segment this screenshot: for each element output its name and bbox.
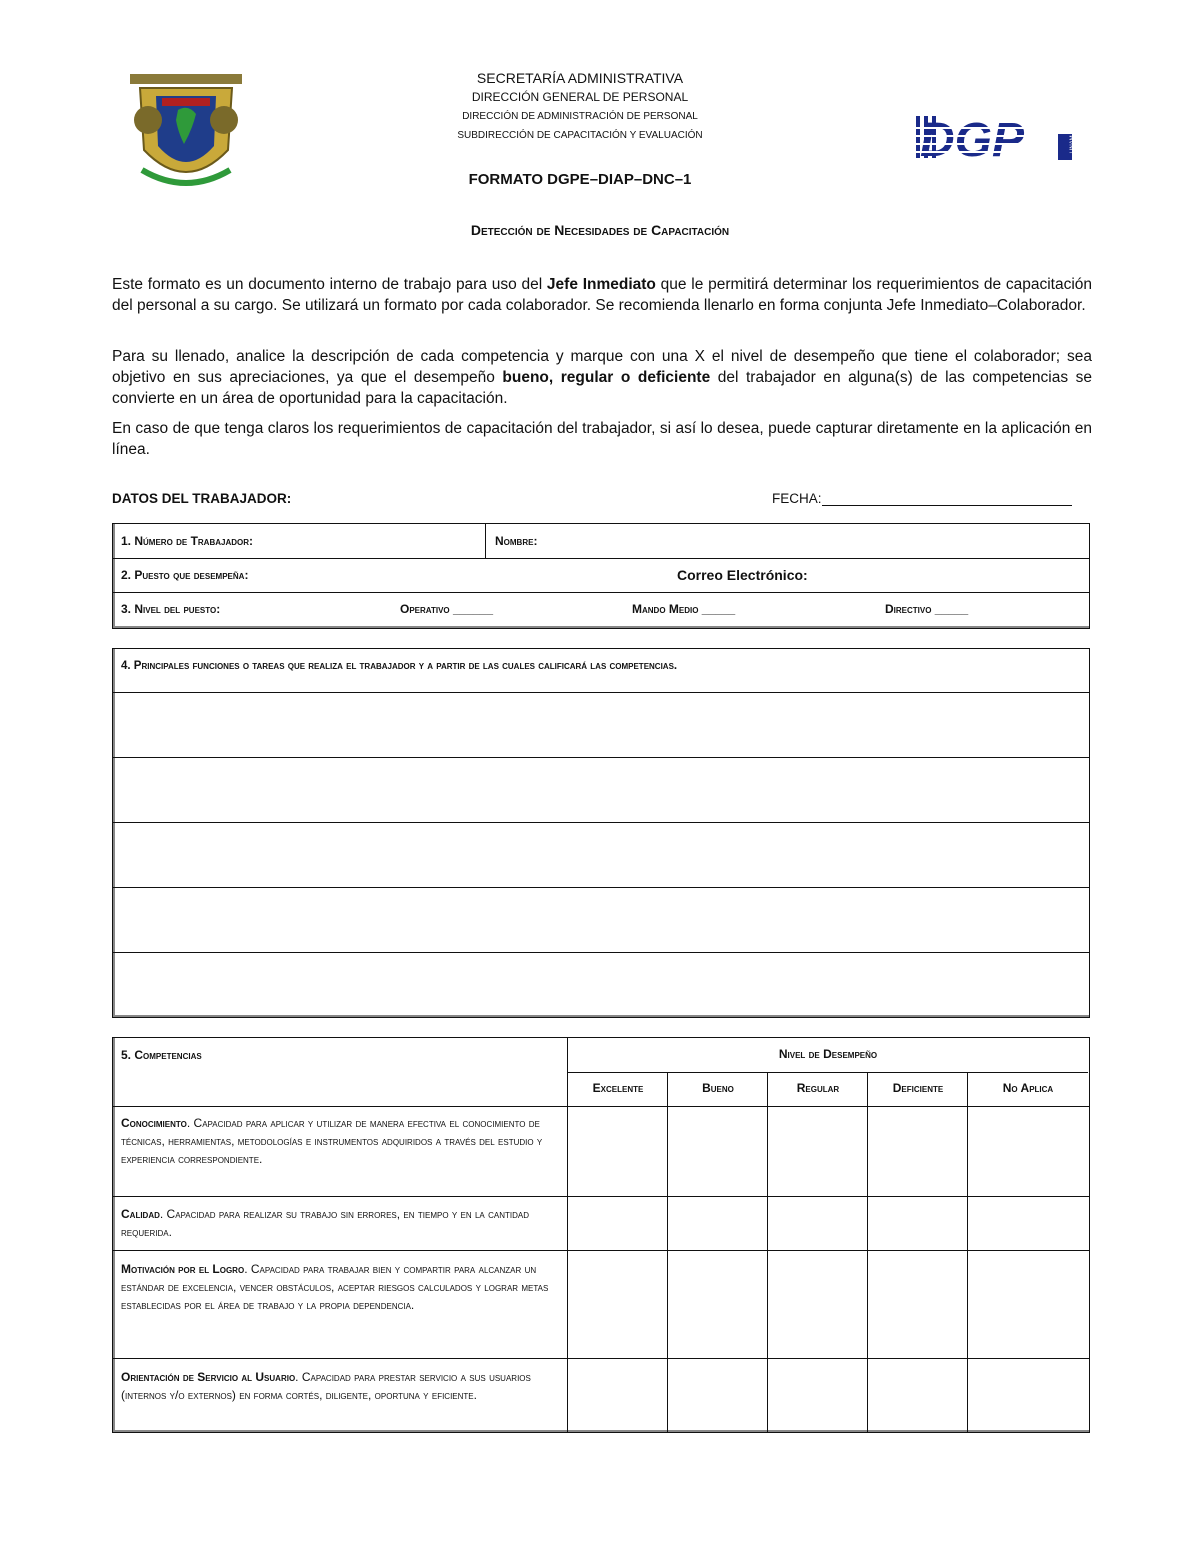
competencia-motivacion [121, 1260, 561, 1314]
dgp-logo-text: DGP [920, 114, 1025, 166]
divider [113, 1358, 1089, 1359]
datos-trabajador-label: DATOS DEL TRABAJADOR: [112, 491, 292, 506]
intro-p1-text-end: que le permitirá determinar los requerimientos de capacitación del personal a su cargo. Se utilizará un formato por cada colaborador. Se recomienda llenarlo en forma conjunta Jefe Inmediato–Colaborador. [112, 276, 1093, 314]
divider [667, 1072, 668, 1432]
header-line-4: SUBDIRECCIÓN DE CAPACITACIÓN Y EVALUACIÓN [457, 130, 703, 141]
competencia-name: Orientación de Servicio al Usuario [121, 1370, 296, 1384]
funciones-table [112, 648, 1090, 1018]
worker-row-3 [113, 593, 1089, 627]
competencias-title: 5. Competencias [121, 1048, 202, 1062]
level-deficiente: Deficiente [892, 1081, 944, 1095]
directivo-option[interactable]: Directivo _____ [885, 602, 969, 616]
divider [113, 1106, 1089, 1107]
divider [568, 1072, 1088, 1073]
intro-p2-text: Para su llenado, analice la descripción de cada competencia y marque con una X el nivel de desempeño que tiene el colaborador; sea objetivo en sus apreciaciones, ya que el desempeño [112, 348, 1092, 386]
worker-row-2 [113, 559, 1089, 593]
intro-paragraph-3: En caso de que tenga claros los requerimientos de capacitación del trabajador, si así lo desea, puede capturar diretamente en la aplicación en línea. [112, 420, 1092, 458]
dgp-logo [912, 106, 1076, 166]
operativo-option[interactable]: Operativo ______ [400, 602, 494, 616]
header-line-2: DIRECCIÓN GENERAL DE PERSONAL [471, 90, 689, 104]
divider [567, 1038, 568, 1432]
level-excelente: Excelente [592, 1081, 644, 1095]
competencia-name: Motivación por el Logro [121, 1262, 245, 1276]
correo-label: Correo Electrónico: [677, 567, 808, 583]
competencia-desc: . Capacidad para trabajar bien y compartir para alcanzar un estándar de excelencia, vencer obstáculos, aceptar riesgos calculados y lograr metas establecidas por el área de trabajo y la propia dependencia. [121, 1262, 549, 1312]
funciones-row[interactable] [113, 693, 1089, 758]
nivel-puesto-label: 3. Nivel del puesto: [121, 602, 221, 616]
puesto-label: 2. Puesto que desempeña: [121, 568, 249, 582]
competencias-table [112, 1037, 1090, 1433]
nombre-label: Nombre: [495, 534, 538, 548]
competencia-desc: . Capacidad para prestar servicio a sus usuarios (internos y/o externos) en forma cortés, diligente, oportuna y eficiente. [121, 1370, 531, 1402]
competencia-name: Conocimiento [121, 1116, 187, 1130]
mando-medio-option[interactable]: Mando Medio _____ [632, 602, 736, 616]
divider [113, 1250, 1089, 1251]
funciones-row[interactable] [113, 888, 1089, 953]
divider [867, 1072, 868, 1432]
divider [967, 1072, 968, 1432]
fecha-underline[interactable] [822, 491, 1072, 506]
intro-p2-bold: bueno, regular o deficiente [502, 369, 711, 386]
intro-p2-text-end: del trabajador en alguna(s) de las competencias se convierte en un área de oportunidad para la capacitación. [112, 369, 1092, 407]
funciones-title: 4. Principales funciones o tareas que realiza el trabajador y a partir de las cuales calificará las competencias. [121, 660, 678, 672]
competencia-orientacion [121, 1368, 561, 1404]
unam-shield-logo [122, 70, 250, 198]
worker-data-table [112, 523, 1090, 629]
funciones-row[interactable] [113, 823, 1089, 888]
level-regular: Regular [796, 1081, 840, 1095]
header-line-3: DIRECCIÓN DE ADMINISTRACIÓN DE PERSONAL [462, 111, 698, 122]
fecha-field[interactable] [772, 491, 1072, 506]
competencia-conocimiento [121, 1114, 561, 1168]
fecha-label: FECHA: [772, 491, 822, 506]
intro-p1-bold: Jefe Inmediato [546, 276, 656, 293]
header-line-1: SECRETARÍA ADMINISTRATIVA [476, 70, 684, 86]
intro-paragraph-1 [112, 274, 1092, 316]
nivel-desempeno-title: Nivel de Desempeño [778, 1047, 878, 1061]
intro-paragraph-2 [112, 346, 1092, 409]
level-no-aplica: No Aplica [1002, 1081, 1054, 1095]
funciones-row[interactable] [113, 758, 1089, 823]
numero-trabajador-label: 1. Número de Trabajador: [121, 534, 254, 548]
form-code: FORMATO DGPE–DIAP–DNC–1 [468, 171, 692, 188]
competencia-name: Calidad [121, 1207, 160, 1221]
worker-row-1 [113, 524, 1089, 559]
divider [767, 1072, 768, 1432]
level-bueno: Bueno [702, 1081, 734, 1095]
document-title: Detección de Necesidades de Capacitación [470, 222, 730, 238]
funciones-row[interactable] [113, 953, 1089, 1016]
intro-p1-text: Este formato es un documento interno de trabajo para uso del [112, 276, 547, 293]
competencia-desc: . Capacidad para realizar su trabajo sin errores, en tiempo y en la cantidad requerida. [121, 1207, 529, 1239]
competencia-calidad [121, 1205, 561, 1241]
dgp-logo-small-text: UNAM [1070, 135, 1076, 153]
competencia-desc: . Capacidad para aplicar y utilizar de manera efectiva el conocimiento de técnicas, herramientas, metodologías e instrumentos adquiridos a través del estudio y experiencia correspondiente. [121, 1116, 543, 1166]
funciones-header-row [113, 649, 1089, 693]
divider [485, 524, 486, 558]
divider [113, 1196, 1089, 1197]
